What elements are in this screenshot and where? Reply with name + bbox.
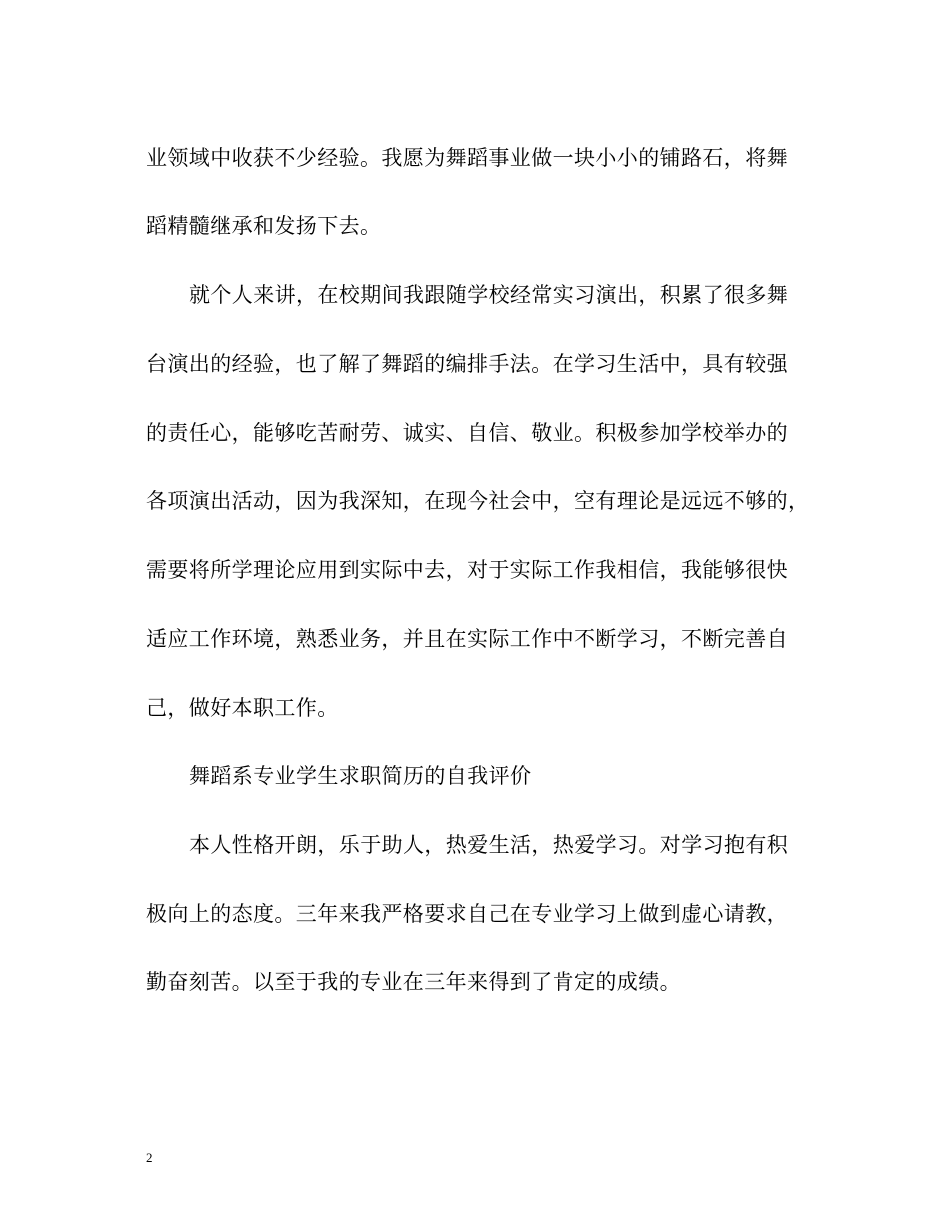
body-text-line: 蹈精髓继承和发扬下去。 bbox=[146, 214, 382, 238]
page-number: 2 bbox=[146, 1150, 153, 1165]
body-text-line: 极向上的态度。三年来我严格要求自己在专业学习上做到虚心请教， bbox=[146, 902, 788, 926]
body-text-line: 的责任心，能够吃苦耐劳、诚实、自信、敬业。积极参加学校举办的 bbox=[146, 421, 788, 445]
body-text-line: 己，做好本职工作。 bbox=[146, 696, 339, 720]
body-text-line: 本人性格开朗，乐于助人，热爱生活，热爱学习。对学习抱有积 bbox=[189, 833, 789, 857]
body-text-line: 台演出的经验，也了解了舞蹈的编排手法。在学习生活中，具有较强 bbox=[146, 352, 788, 376]
body-text-line: 各项演出活动，因为我深知，在现今社会中，空有理论是远远不够的， bbox=[146, 489, 810, 513]
section-heading: 舞蹈系专业学生求职简历的自我评价 bbox=[189, 764, 532, 788]
body-text-line: 勤奋刻苦。以至于我的专业在三年来得到了肯定的成绩。 bbox=[146, 970, 681, 994]
body-text-line: 需要将所学理论应用到实际中去，对于实际工作我相信，我能够很快 bbox=[146, 558, 788, 582]
body-text-line: 就个人来讲，在校期间我跟随学校经常实习演出，积累了很多舞 bbox=[189, 283, 789, 307]
body-text-line: 适应工作环境，熟悉业务，并且在实际工作中不断学习，不断完善自 bbox=[146, 627, 788, 651]
body-text-line: 业领域中收获不少经验。我愿为舞蹈事业做一块小小的铺路石，将舞 bbox=[146, 146, 788, 170]
